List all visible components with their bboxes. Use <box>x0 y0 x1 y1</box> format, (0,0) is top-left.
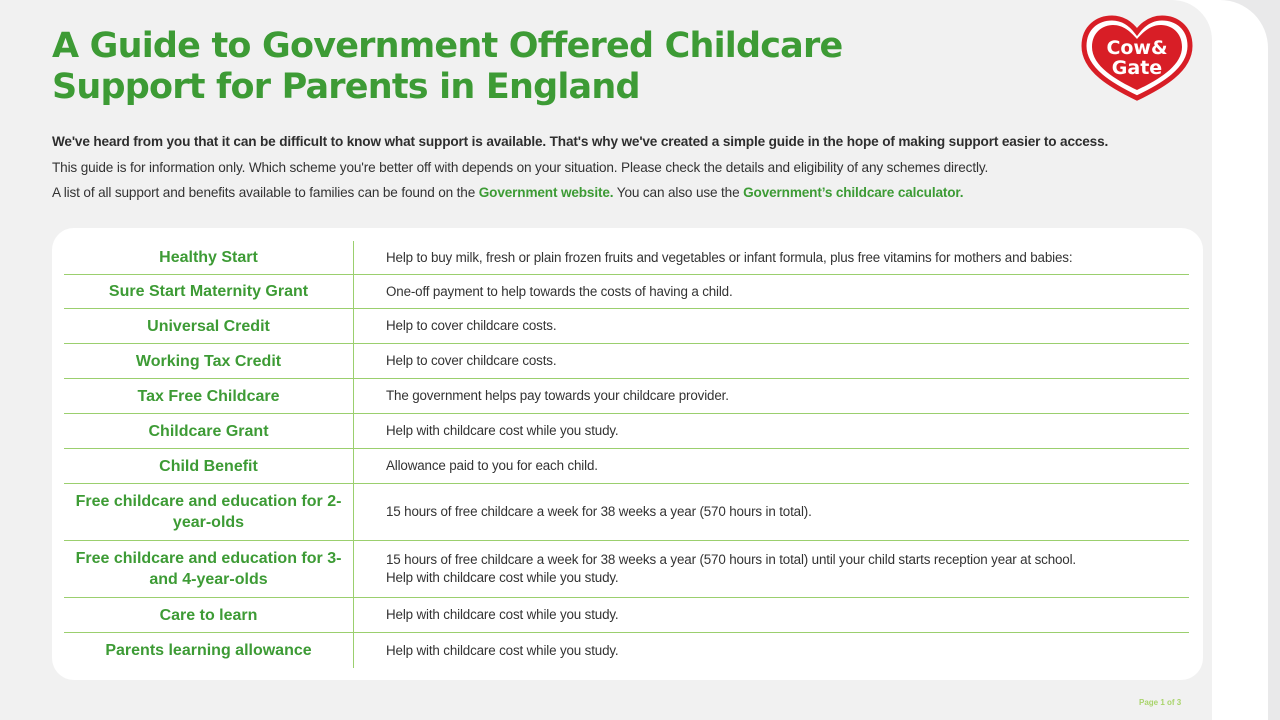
scheme-name: Care to learn <box>64 598 354 632</box>
government-website-link[interactable]: Government website. <box>478 185 614 200</box>
title-line-2: Support for Parents in England <box>52 67 640 107</box>
intro-lead: We've heard from you that it can be difficult to know what support is available. That's why we've created a simple guide in the hope of making support easier to access. <box>52 134 1109 149</box>
scheme-description <box>354 344 1189 378</box>
scheme-name: Free childcare and education for 2-year-olds <box>64 484 354 540</box>
intro-info: This guide is for information only. Which scheme you're better off with depends on your situation. Please check the details and eligibility of any schemes directly. <box>52 159 989 175</box>
scheme-description <box>354 449 1189 483</box>
table-row <box>64 484 1189 541</box>
scheme-description-line: Help to buy milk, fresh or plain frozen fruits and vegetables or infant formula, plus free vitamins for mothers and babies: <box>386 249 1073 265</box>
table-row <box>64 309 1189 344</box>
scheme-name: Tax Free Childcare <box>64 379 354 413</box>
scheme-description <box>354 598 1189 632</box>
scheme-description <box>354 414 1189 448</box>
scheme-description-line: Help with childcare cost while you study. <box>386 570 619 585</box>
scheme-description <box>354 484 1189 540</box>
schemes-card <box>52 228 1203 680</box>
table-row <box>64 598 1189 633</box>
logo-line-1: Cow& <box>1106 37 1168 59</box>
scheme-description-line: Help with childcare cost while you study. <box>386 642 619 658</box>
intro-list-prefix: A list of all support and benefits available to families can be found on the <box>52 185 479 200</box>
table-row <box>64 414 1189 449</box>
page-number: Page 1 of 3 <box>1139 698 1182 707</box>
scheme-name: Child Benefit <box>64 449 354 483</box>
scheme-description <box>354 309 1189 343</box>
cow-and-gate-logo-icon <box>1078 14 1196 102</box>
table-row <box>64 449 1189 484</box>
scheme-description-line: One-off payment to help towards the costs of having a child. <box>386 283 733 299</box>
table-row <box>64 241 1189 275</box>
scheme-description-line: Help to cover childcare costs. <box>386 318 557 333</box>
table-row <box>64 379 1189 414</box>
scheme-description <box>354 275 1189 308</box>
scheme-description <box>354 633 1189 668</box>
childcare-calculator-link[interactable]: Government’s childcare calculator. <box>743 185 964 200</box>
table-row <box>64 344 1189 379</box>
table-row <box>64 633 1189 668</box>
scheme-description-line: The government helps pay towards your childcare provider. <box>386 388 729 403</box>
intro-links <box>52 184 1202 210</box>
logo-line-2: Gate <box>1111 57 1163 79</box>
scheme-description <box>354 379 1189 413</box>
scheme-description-line: Help with childcare cost while you study. <box>386 423 619 438</box>
table-row <box>64 275 1189 309</box>
table-row <box>64 541 1189 598</box>
scheme-description-line: Help to cover childcare costs. <box>386 353 557 368</box>
scheme-description-line: Help with childcare cost while you study. <box>386 607 619 622</box>
title-line-1: A Guide to Government Offered Childcare <box>52 26 843 66</box>
scheme-name: Free childcare and education for 3- and 4-year-olds <box>64 541 354 597</box>
schemes-table <box>64 241 1189 668</box>
scheme-description-line: 15 hours of free childcare a week for 38 weeks a year (570 hours in total). <box>386 504 812 519</box>
scheme-description-line: 15 hours of free childcare a week for 38 weeks a year (570 hours in total) until your child starts reception year at school. <box>386 552 1076 567</box>
scheme-name: Childcare Grant <box>64 414 354 448</box>
scheme-name: Healthy Start <box>64 241 354 274</box>
scheme-description <box>354 541 1189 597</box>
scheme-name: Universal Credit <box>64 309 354 343</box>
scheme-name: Working Tax Credit <box>64 344 354 378</box>
scheme-description-line: Allowance paid to you for each child. <box>386 458 598 473</box>
scheme-name: Parents learning allowance <box>64 633 354 668</box>
intro-list-middle: You can also use the <box>613 185 744 200</box>
scheme-description <box>354 241 1189 274</box>
intro <box>52 133 1202 210</box>
scheme-name: Sure Start Maternity Grant <box>64 275 354 308</box>
page-title <box>52 26 842 108</box>
